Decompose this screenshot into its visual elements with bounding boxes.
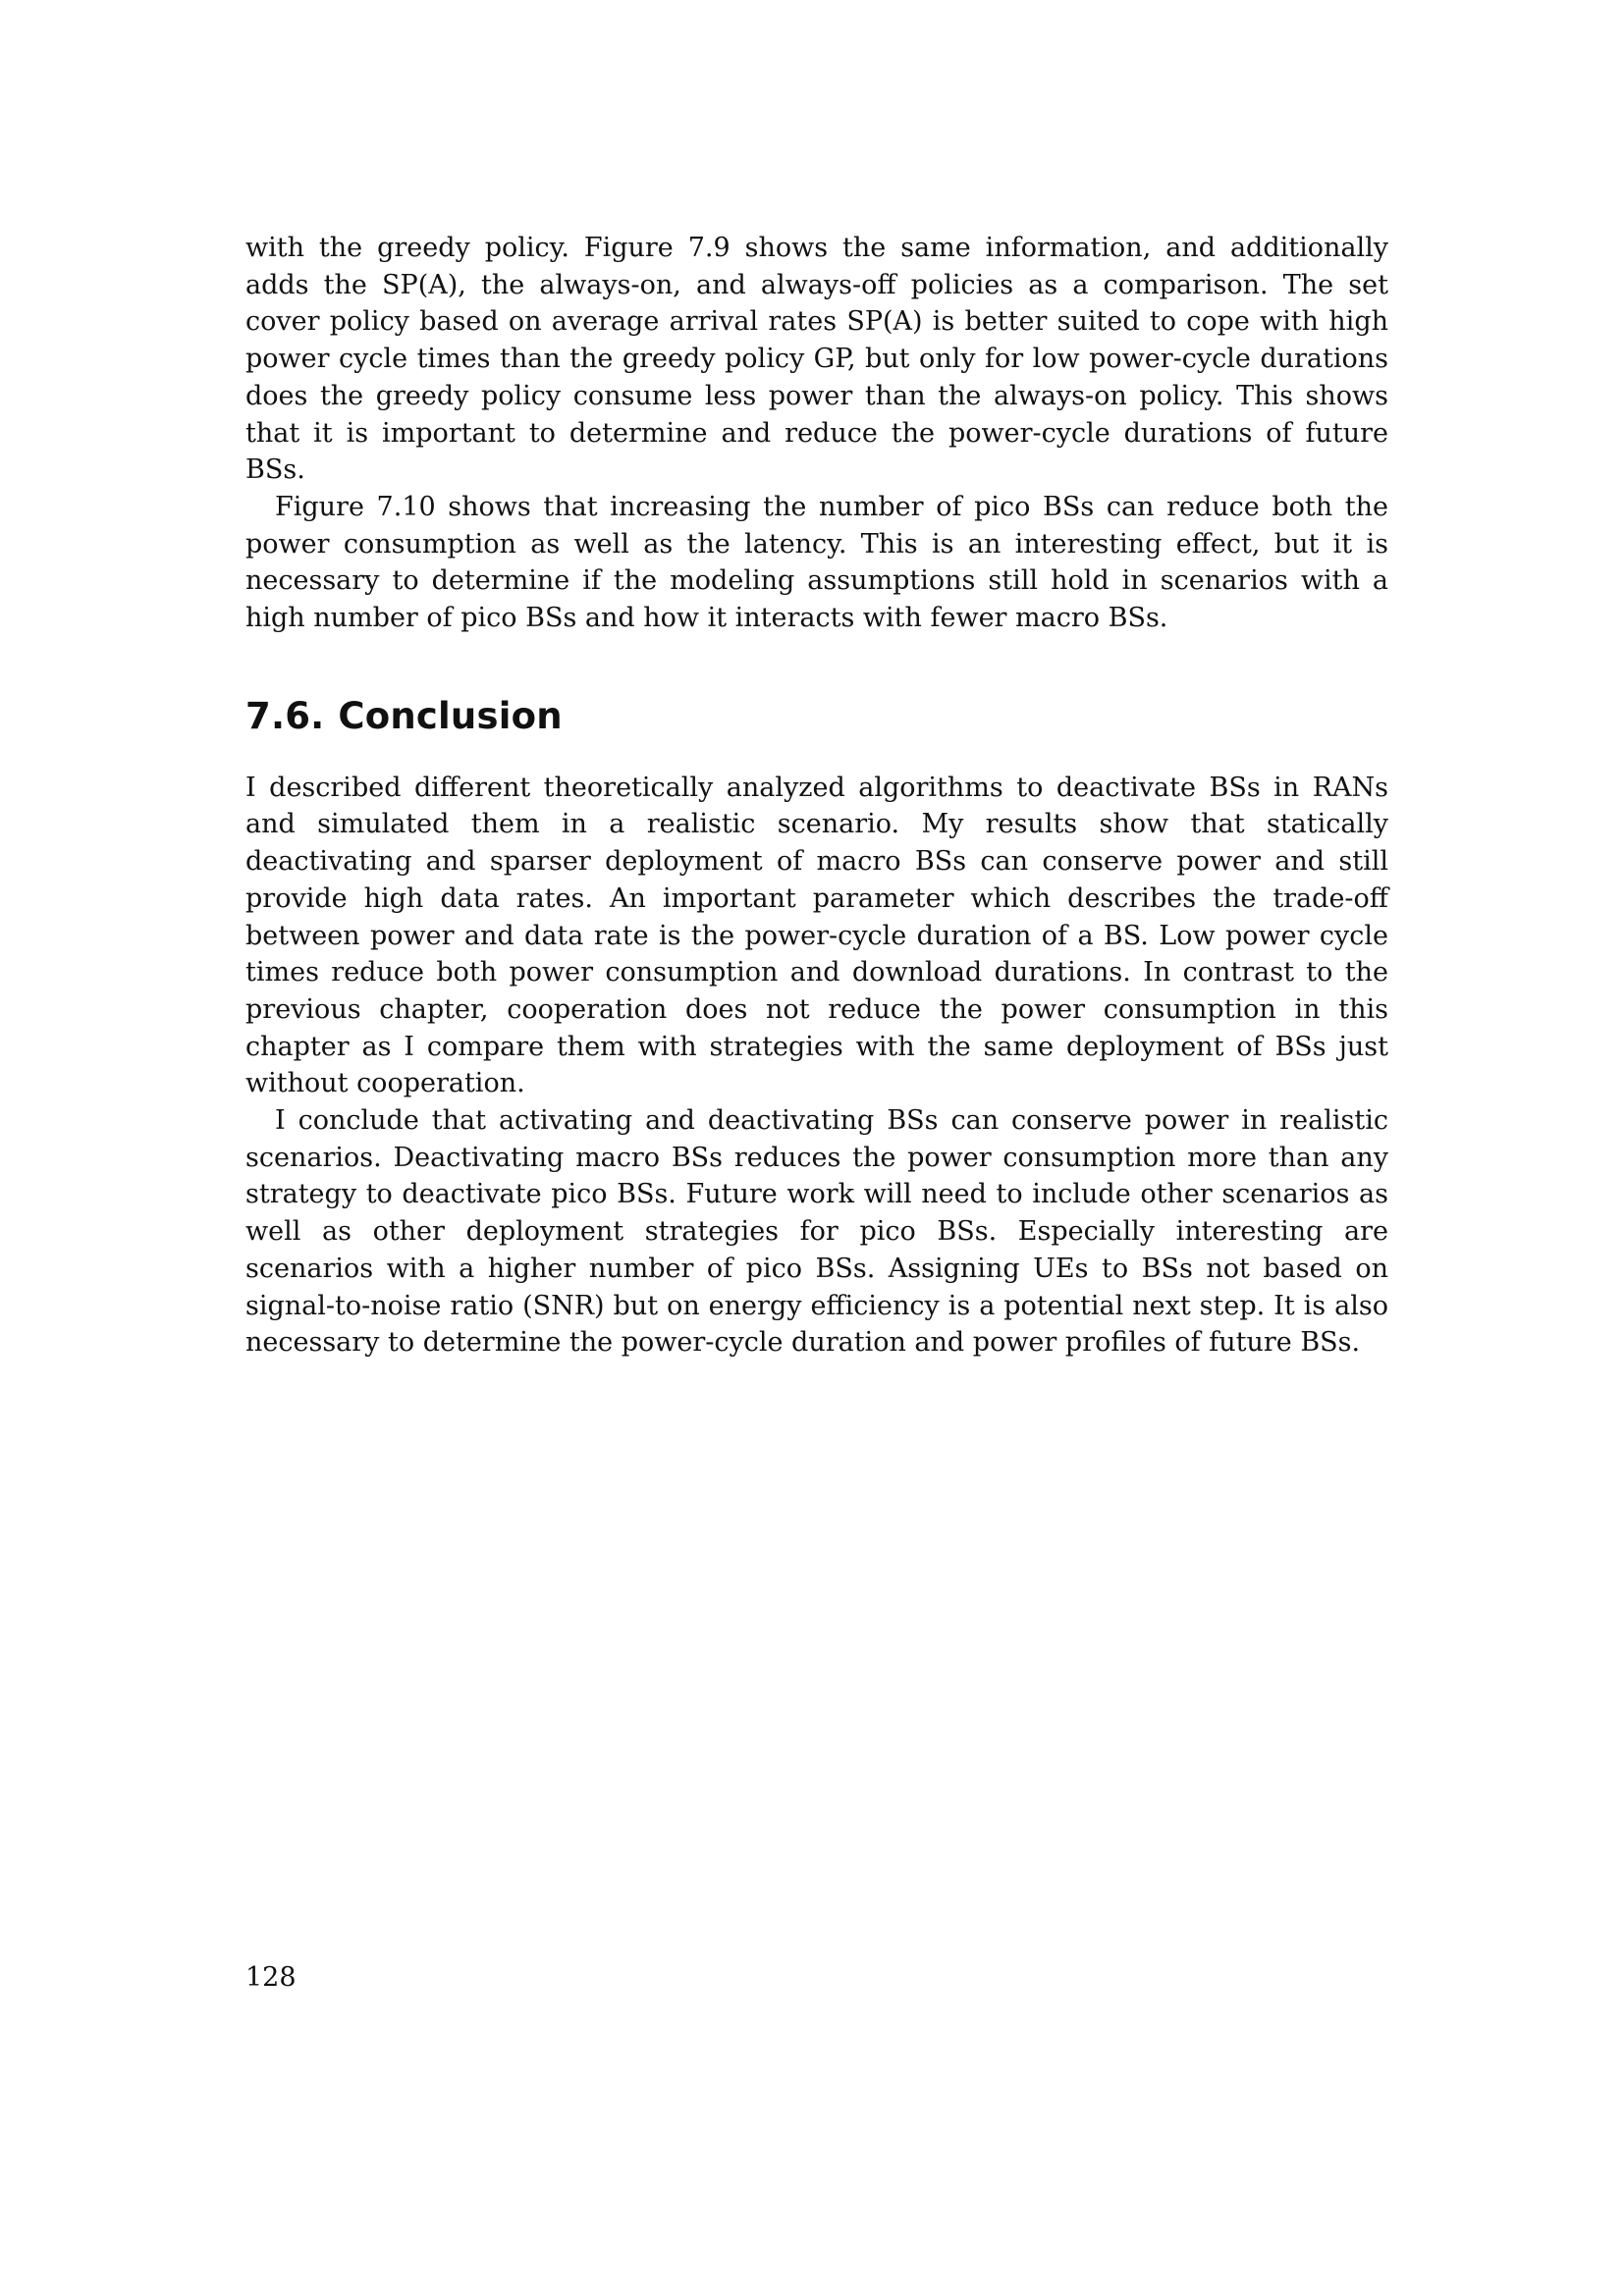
body-paragraph-1: with the greedy policy. Figure 7.9 shows the same information, and additionally adds the SP(A), the always-on, and always-off policies as a comparison. The set cover policy based on average arrival rates SP(A) is better suited to cope with high power cycle times than the greedy policy GP, but only for low power-cycle durations does the greedy policy consume less power than the always-on policy. This shows that it is important to determine and reduce the power-cycle durations of future BSs. bbox=[245, 233, 1388, 486]
section-number: 7.6. bbox=[245, 694, 325, 737]
body-paragraph-2: Figure 7.10 shows that increasing the number of pico BSs can reduce both the power consumption as well as the latency. This is an interesting effect, but it is necessary to determine if the modeling assumptions still hold in scenarios with a high number of pico BSs and how it interacts with fewer macro BSs. bbox=[245, 491, 1388, 634]
conclusion-paragraph-2: I conclude that activating and deactivating BSs can conserve power in realistic scenarios. Deactivating macro BSs reduces the power consumption more than any strategy to deactivate pico BSs. Future work will need to include other scenarios as well as other deployment strategies for pico BSs. Especially interesting are scenarios with a higher number of pico BSs. Assigning UEs to BSs not based on signal-to-noise ratio (SNR) but on energy efficiency is a potential next step. It is also necessary to determine the power-cycle duration and power profiles of future BSs. bbox=[245, 1105, 1388, 1359]
section-title: Conclusion bbox=[338, 694, 563, 737]
page-number: 128 bbox=[245, 1962, 297, 1993]
section-heading bbox=[245, 695, 1388, 738]
conclusion-paragraph-1: I described different theoretically analyzed algorithms to deactivate BSs in RANs and simulated them in a realistic scenario. My results show that statically deactivating and sparser deployment of macro BSs can conserve power and still provide high data rates. An important parameter which describes the trade-off between power and data rate is the power-cycle duration of a BS. Low power cycle times reduce both power consumption and download durations. In contrast to the previous chapter, cooperation does not reduce the power consumption in this chapter as I compare them with strategies with the same deployment of BSs just without cooperation. bbox=[245, 772, 1388, 1099]
page-content bbox=[245, 230, 1388, 1362]
